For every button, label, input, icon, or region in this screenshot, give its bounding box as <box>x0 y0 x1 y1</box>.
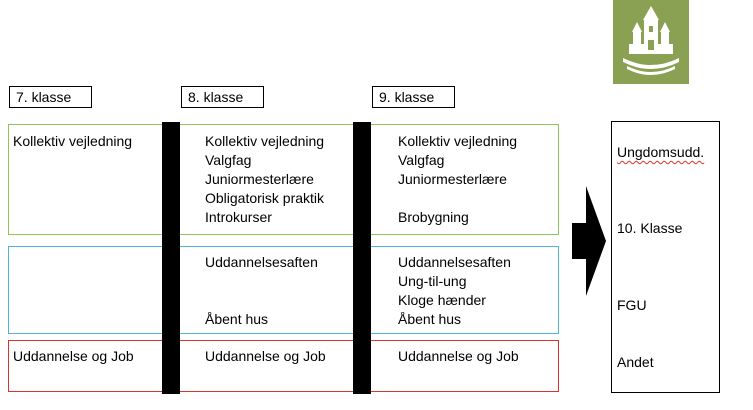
blue-col9-item: Uddannelsesaften <box>398 254 511 270</box>
castle-logo-icon <box>613 0 689 84</box>
grade-9-label: 9. klasse <box>372 86 455 108</box>
green-col7-item: Kollektiv vejledning <box>13 133 133 149</box>
green-col9-item: Kollektiv vejledning <box>398 133 518 149</box>
green-col9-item: Valgfag <box>398 152 445 168</box>
blue-col9-item: Ung-til-ung <box>398 273 467 289</box>
green-col9-item: Juniormesterlære <box>398 171 507 187</box>
municipality-logo <box>613 0 689 84</box>
red-col9-item: Uddannelse og Job <box>398 348 519 364</box>
green-col8-item: Introkurser <box>205 209 272 225</box>
red-col7-item: Uddannelse og Job <box>13 348 134 364</box>
arrow-right-icon <box>572 186 606 296</box>
outcome-item: Andet <box>617 354 654 370</box>
blue-col9-item: Kloge hænder <box>398 292 486 308</box>
blue-col9-item: Åbent hus <box>398 311 462 327</box>
blue-col8-bottom: Åbent hus <box>205 311 269 327</box>
outcome-item: FGU <box>617 297 647 313</box>
blue-col8-top: Uddannelsesaften <box>205 254 318 270</box>
green-col9-item: Brobygning <box>398 209 469 225</box>
outcome-item: 10. Klasse <box>617 220 683 236</box>
green-col8-item: Valgfag <box>205 152 252 168</box>
divider-7-8 <box>162 122 180 394</box>
red-col8-item: Uddannelse og Job <box>205 348 326 364</box>
green-col8-item: Juniormesterlære <box>205 171 314 187</box>
green-col9-spacer <box>398 189 517 208</box>
grade-7-label: 7. klasse <box>9 86 92 108</box>
green-col8-item: Obligatorisk praktik <box>205 190 325 206</box>
outcome-item: Ungdomsudd. <box>617 144 705 160</box>
green-col8-list <box>205 132 324 227</box>
green-col9-list <box>398 132 517 227</box>
blue-col9-list <box>398 253 511 329</box>
divider-8-9 <box>353 122 371 394</box>
grade-8-label: 8. klasse <box>181 86 264 108</box>
green-col8-item: Kollektiv vejledning <box>205 133 325 149</box>
